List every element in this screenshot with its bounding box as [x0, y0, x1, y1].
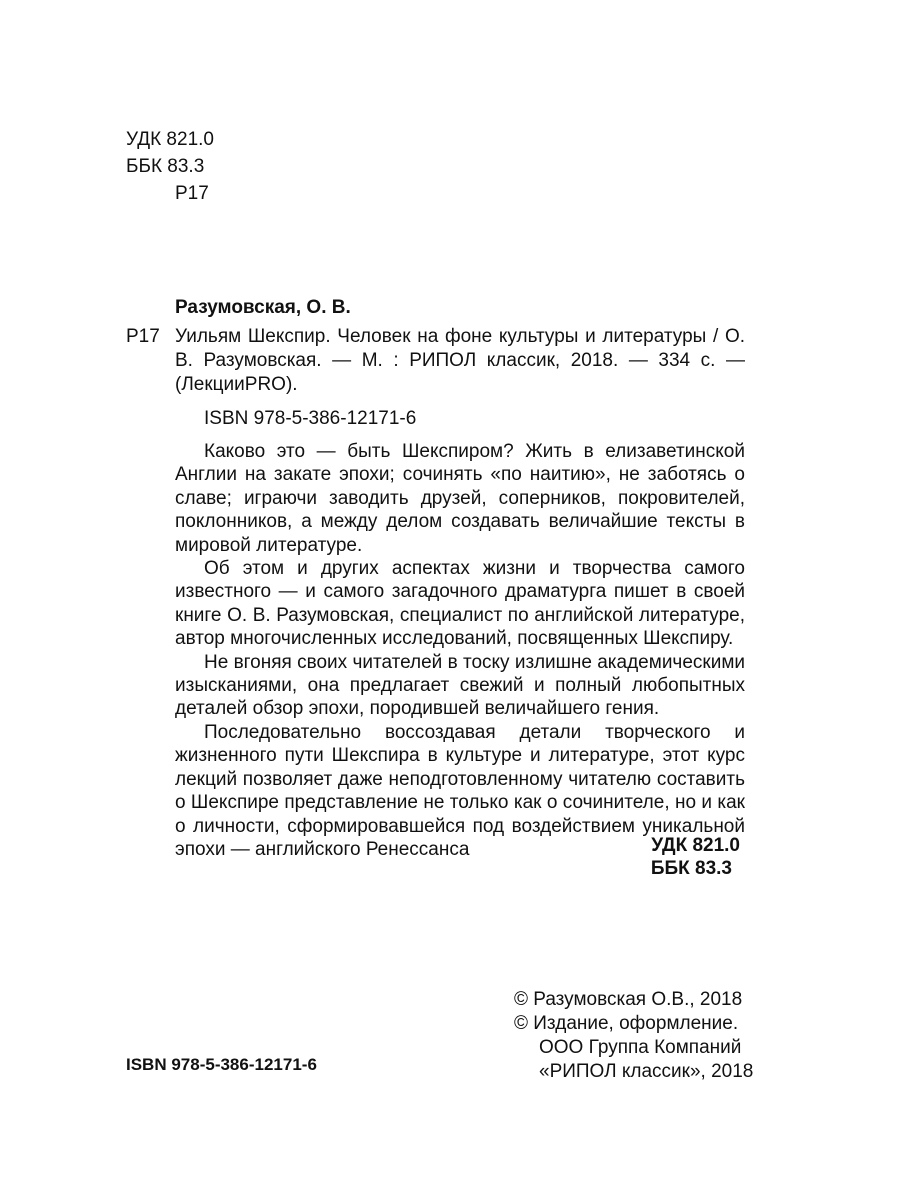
- annotation-paragraph-2: Об этом и других аспектах жизни и творчества самого известного — и самого загадочного драматурга пишет в своей книге О. В. Разумовская, специалист по английской литературе, автор многочисленных исследований, посвященных Шекспиру.: [175, 558, 745, 650]
- isbn-record: ISBN 978-5-386-12171-6: [204, 408, 417, 429]
- annotation-paragraph-3: Не вгоняя своих читателей в тоску излишне академическими изысканиями, она предлагает свежий и полный любопытных деталей обзор эпохи, породившей величайшего гения.: [175, 651, 745, 720]
- author-sign-left: Р17: [126, 326, 160, 347]
- udk-code-bottom: УДК 821.0: [651, 835, 740, 856]
- author-sign-top: Р17: [175, 183, 209, 204]
- copyright-line-1: © Разумовская О.В., 2018: [514, 989, 743, 1010]
- bbk-code-top: ББК 83.3: [126, 156, 205, 177]
- udk-code-top: УДК 821.0: [126, 129, 214, 150]
- copyright-line-3: ООО Группа Компаний: [539, 1037, 742, 1058]
- annotation-paragraph-1: Каково это — быть Шекспиром? Жить в елизаветинской Англии на закате эпохи; сочинять «по наитию», не заботясь о славе; играючи заводить друзей, соперников, покровителей, поклонников, а между делом создавать величайшие тексты в мировой литературе.: [175, 441, 745, 556]
- copyright-line-4: «РИПОЛ классик», 2018: [539, 1061, 754, 1082]
- bibliographic-description: Уильям Шекспир. Человек на фоне культуры и литературы / О. В. Разумовская. — М. : РИПОЛ классик, 2018. — 334 с. — (ЛекцииPRO).: [175, 326, 745, 395]
- copyright-block: [514, 988, 754, 1084]
- annotation: [175, 440, 745, 861]
- copyright-line-2: © Издание, оформление.: [514, 1013, 739, 1034]
- bbk-code-bottom: ББК 83.3: [650, 858, 732, 879]
- author-heading: Разумовская, О. В.: [175, 297, 351, 318]
- isbn-footer: ISBN 978-5-386-12171-6: [126, 1055, 317, 1074]
- annotation-paragraph-4: Последовательно воссоздавая детали творческого и жизненного пути Шекспира в культуре и литературе, этот курс лекций позволяет даже неподготовленному читателю составить о Шекспире представление не только как о сочинителе, но и как о личности, сформировавшейся под воздействием уникальной эпохи — английского Ренессанса: [175, 721, 745, 860]
